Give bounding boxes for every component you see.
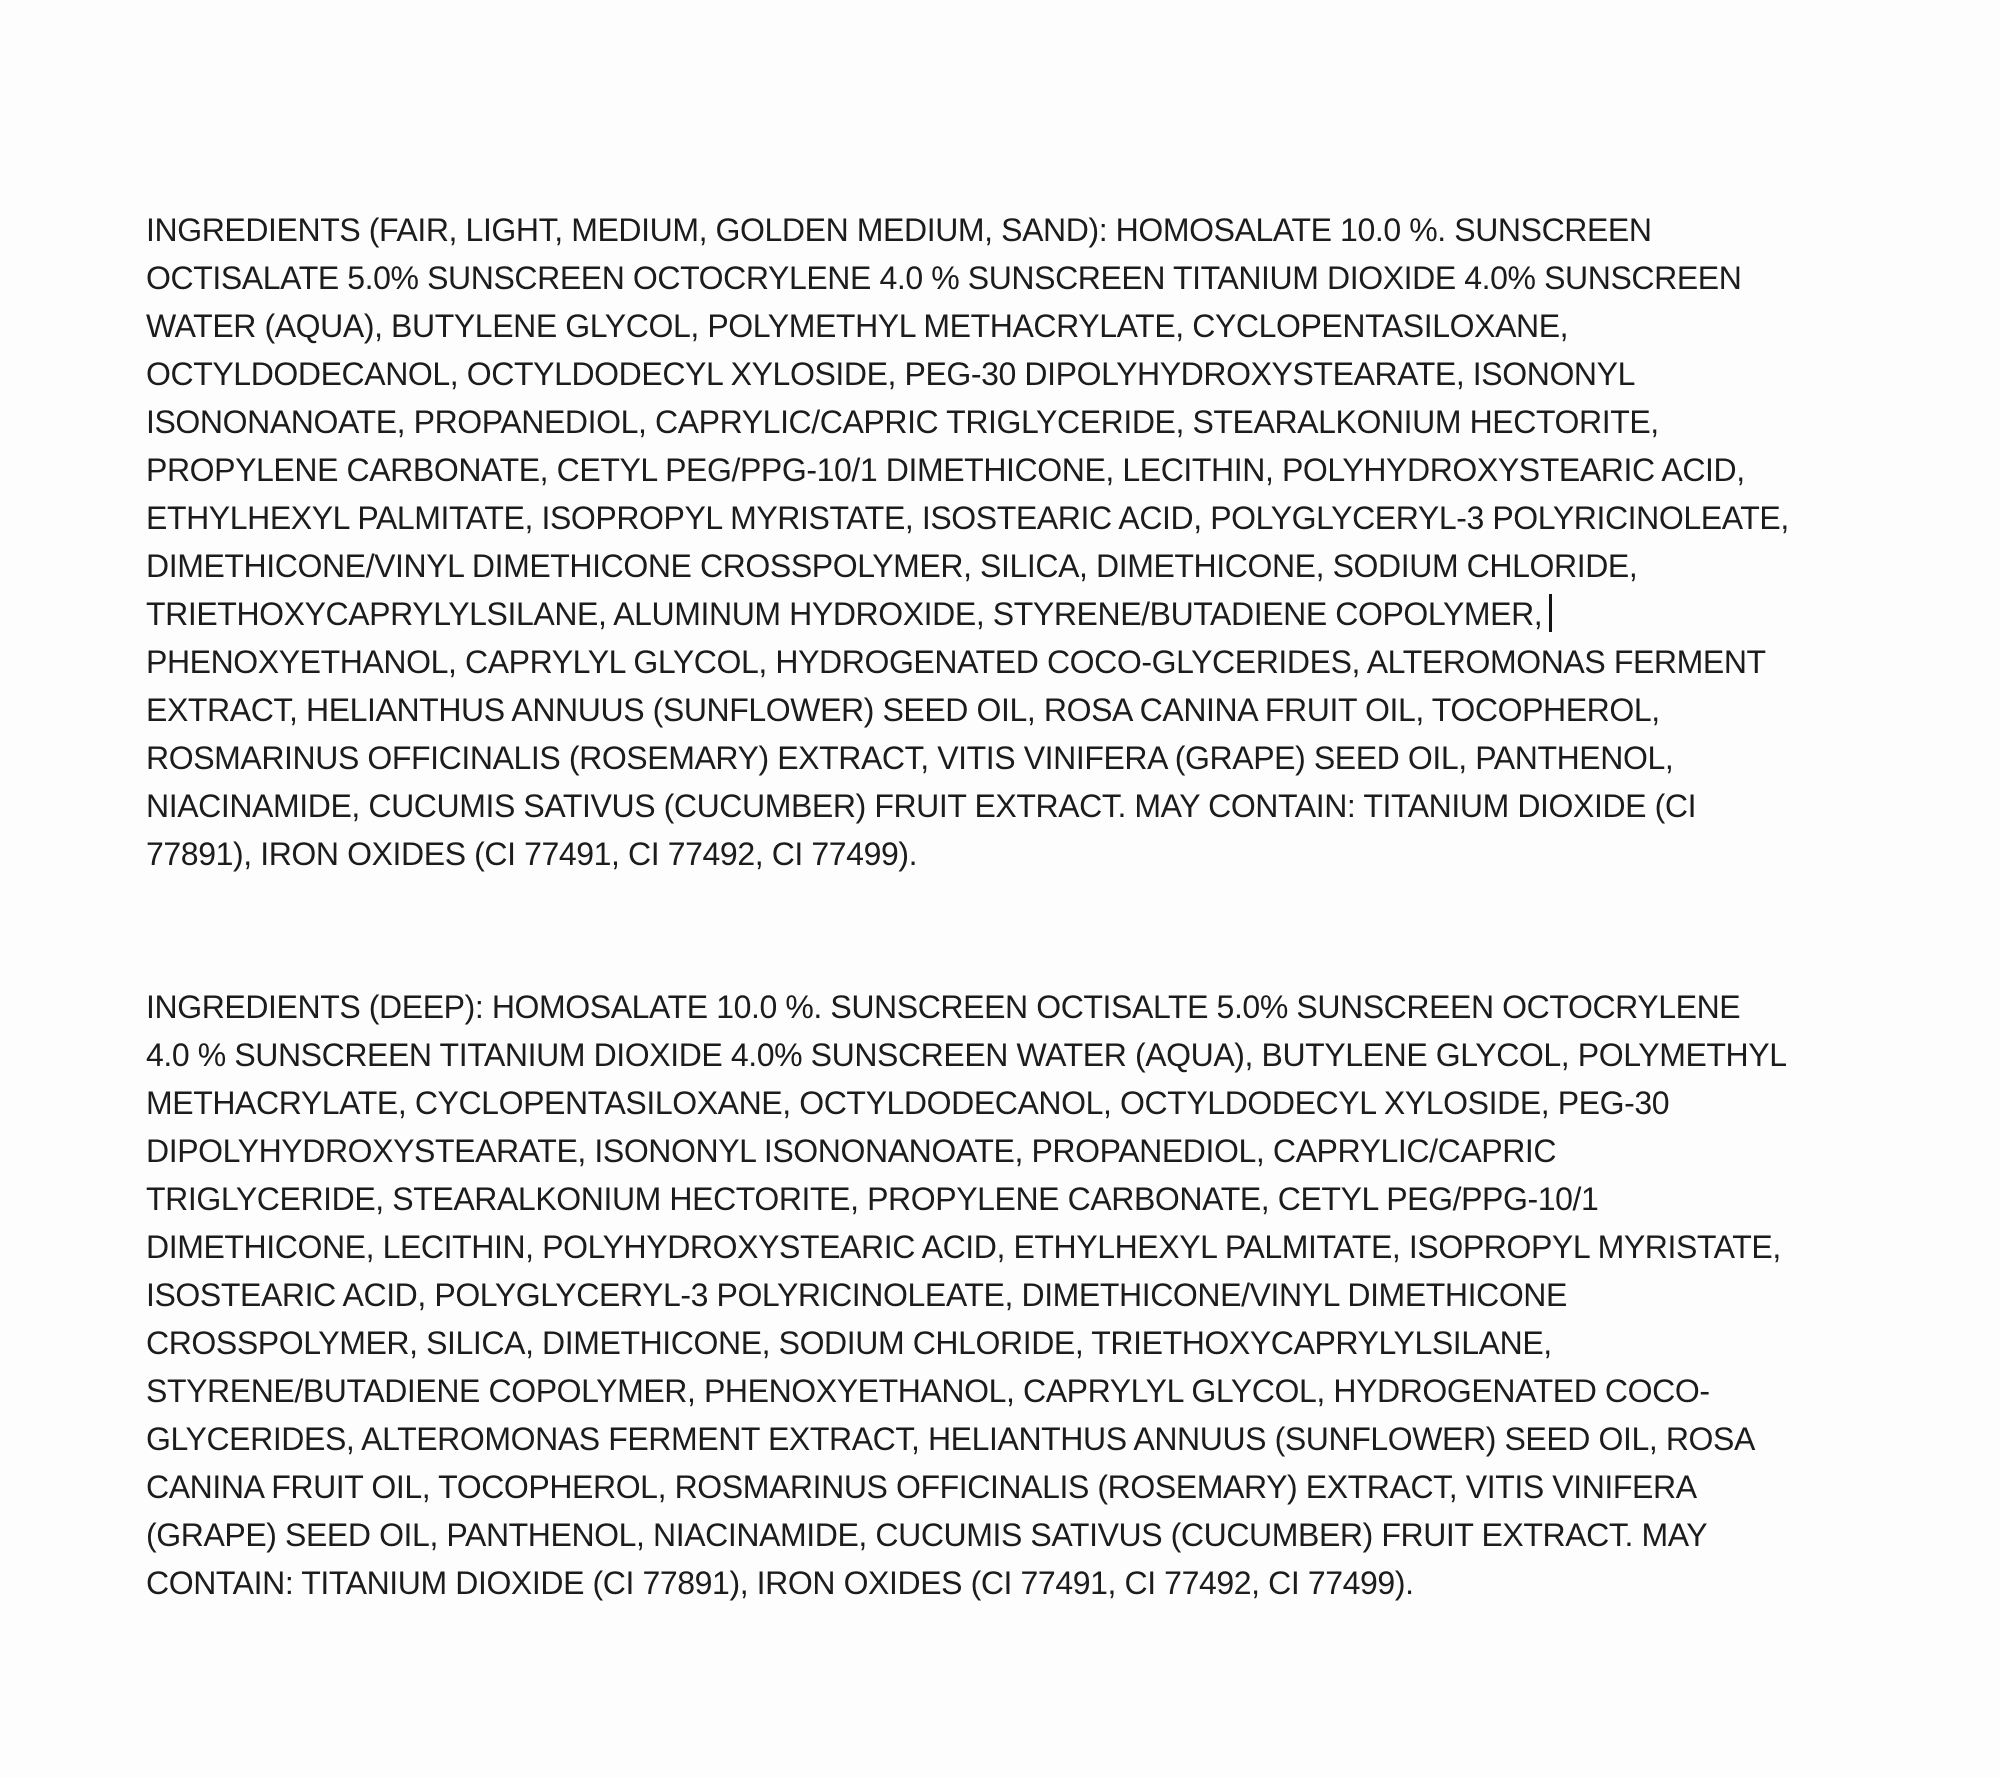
text-line[interactable]: INGREDIENTS (DEEP): HOMOSALATE 10.0 %. SUNSCREEN OCTISALTE 5.0% SUNSCREEN OCTOCRYLENE (146, 989, 1741, 1025)
text-line[interactable]: METHACRYLATE, CYCLOPENTASILOXANE, OCTYLDODECANOL, OCTYLDODECYL XYLOSIDE, PEG-30 (146, 1085, 1670, 1121)
text-line-text: TRIETHOXYCAPRYLYLSILANE, ALUMINUM HYDROXIDE, STYRENE/BUTADIENE COPOLYMER, (146, 596, 1543, 632)
text-line[interactable]: CANINA FRUIT OIL, TOCOPHEROL, ROSMARINUS OFFICINALIS (ROSEMARY) EXTRACT, VITIS VINIFERA (146, 1469, 1697, 1505)
text-line[interactable]: DIPOLYHYDROXYSTEARATE, ISONONYL ISONONANOATE, PROPANEDIOL, CAPRYLIC/CAPRIC (146, 1133, 1557, 1169)
text-line[interactable]: PROPYLENE CARBONATE, CETYL PEG/PPG-10/1 DIMETHICONE, LECITHIN, POLYHYDROXYSTEARIC ACID, (146, 452, 1745, 488)
ingredients-paragraph-fair-light-medium[interactable] (146, 206, 1960, 878)
text-line[interactable]: GLYCERIDES, ALTEROMONAS FERMENT EXTRACT, HELIANTHUS ANNUUS (SUNFLOWER) SEED OIL, ROSA (146, 1421, 1755, 1457)
text-line[interactable]: TRIGLYCERIDE, STEARALKONIUM HECTORITE, PROPYLENE CARBONATE, CETYL PEG/PPG-10/1 (146, 1181, 1599, 1217)
text-line[interactable]: DIMETHICONE/VINYL DIMETHICONE CROSSPOLYMER, SILICA, DIMETHICONE, SODIUM CHLORIDE, (146, 548, 1638, 584)
text-line[interactable]: INGREDIENTS (FAIR, LIGHT, MEDIUM, GOLDEN MEDIUM, SAND): HOMOSALATE 10.0 %. SUNSCREEN (146, 212, 1652, 248)
text-line[interactable]: CONTAIN: TITANIUM DIOXIDE (CI 77891), IRON OXIDES (CI 77491, CI 77492, CI 77499). (146, 1565, 1414, 1601)
text-line[interactable]: ROSMARINUS OFFICINALIS (ROSEMARY) EXTRACT, VITIS VINIFERA (GRAPE) SEED OIL, PANTHENOL, (146, 740, 1674, 776)
text-line-with-cursor[interactable] (146, 590, 1960, 638)
text-line[interactable]: OCTYLDODECANOL, OCTYLDODECYL XYLOSIDE, PEG-30 DIPOLYHYDROXYSTEARATE, ISONONYL (146, 356, 1635, 392)
text-line[interactable]: ISOSTEARIC ACID, POLYGLYCERYL-3 POLYRICINOLEATE, DIMETHICONE/VINYL DIMETHICONE (146, 1277, 1567, 1313)
text-line[interactable]: 77891), IRON OXIDES (CI 77491, CI 77492, CI 77499). (146, 836, 918, 872)
text-line[interactable]: NIACINAMIDE, CUCUMIS SATIVUS (CUCUMBER) FRUIT EXTRACT. MAY CONTAIN: TITANIUM DIOXIDE (CI (146, 788, 1697, 824)
text-line[interactable]: (GRAPE) SEED OIL, PANTHENOL, NIACINAMIDE, CUCUMIS SATIVUS (CUCUMBER) FRUIT EXTRACT. MAY (146, 1517, 1708, 1553)
text-line[interactable]: 4.0 % SUNSCREEN TITANIUM DIOXIDE 4.0% SUNSCREEN WATER (AQUA), BUTYLENE GLYCOL, POLYMETHYL (146, 1037, 1787, 1073)
text-line[interactable]: WATER (AQUA), BUTYLENE GLYCOL, POLYMETHYL METHACRYLATE, CYCLOPENTASILOXANE, (146, 308, 1569, 344)
text-line[interactable]: OCTISALATE 5.0% SUNSCREEN OCTOCRYLENE 4.0 % SUNSCREEN TITANIUM DIOXIDE 4.0% SUNSCREEN (146, 260, 1742, 296)
text-line[interactable]: PHENOXYETHANOL, CAPRYLYL GLYCOL, HYDROGENATED COCO-GLYCERIDES, ALTEROMONAS FERMENT (146, 644, 1766, 680)
text-line[interactable]: ISONONANOATE, PROPANEDIOL, CAPRYLIC/CAPRIC TRIGLYCERIDE, STEARALKONIUM HECTORITE, (146, 404, 1659, 440)
text-line[interactable]: ETHYLHEXYL PALMITATE, ISOPROPYL MYRISTATE, ISOSTEARIC ACID, POLYGLYCERYL-3 POLYRICINOLEATE, (146, 500, 1789, 536)
text-line[interactable]: DIMETHICONE, LECITHIN, POLYHYDROXYSTEARIC ACID, ETHYLHEXYL PALMITATE, ISOPROPYL MYRISTATE, (146, 1229, 1781, 1265)
text-line[interactable]: EXTRACT, HELIANTHUS ANNUUS (SUNFLOWER) SEED OIL, ROSA CANINA FRUIT OIL, TOCOPHEROL, (146, 692, 1660, 728)
text-line[interactable]: STYRENE/BUTADIENE COPOLYMER, PHENOXYETHANOL, CAPRYLYL GLYCOL, HYDROGENATED COCO- (146, 1373, 1710, 1409)
ingredients-paragraph-deep[interactable] (146, 983, 1960, 1607)
text-line[interactable]: CROSSPOLYMER, SILICA, DIMETHICONE, SODIUM CHLORIDE, TRIETHOXYCAPRYLYLSILANE, (146, 1325, 1552, 1361)
text-cursor (1549, 594, 1552, 632)
document-editor[interactable] (146, 206, 1960, 1607)
